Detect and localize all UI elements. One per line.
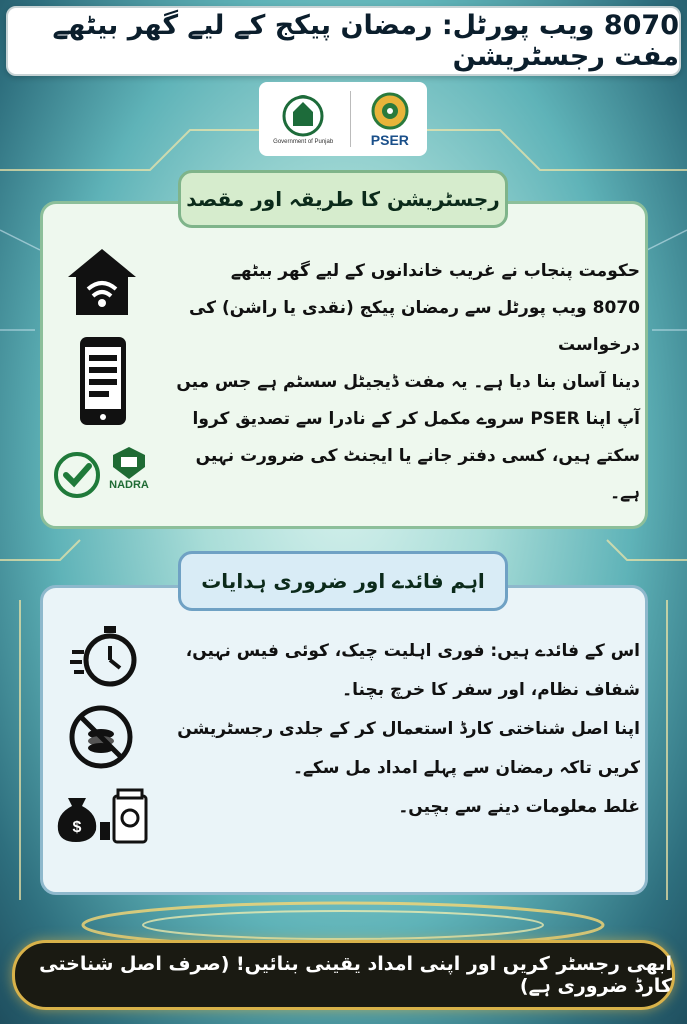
page-title: 8070 ویب پورٹل: رمضان پیکج کے لیے گھر بیٹھے مفت رجسٹریشن <box>52 10 679 72</box>
logo-divider <box>350 91 351 147</box>
logo-bar <box>259 82 427 156</box>
footer-text: ابھی رجسٹر کریں اور اپنی امداد یقینی بنائیں! (صرف اصل شناختی کارڈ ضروری ہے) <box>39 953 672 997</box>
page-header <box>6 6 681 76</box>
pser-label: PSER <box>370 131 409 148</box>
home-wifi-icon <box>64 245 140 319</box>
pser-emblem-icon <box>367 91 413 131</box>
section2-line: اس کے فائدے ہیں: فوری اہلیت چیک، کوئی فیس نہیں، <box>185 641 640 661</box>
section1-line: دینا آسان بنا دیا ہے۔ یہ مفت ڈیجیٹل سسٹم ہے جس میں <box>176 372 640 392</box>
nadra-emblem-icon <box>109 445 149 479</box>
no-fees-icon <box>68 704 134 770</box>
punjab-logo <box>273 94 333 145</box>
section1-title: رجسٹریشن کا طریقہ اور مقصد <box>178 170 508 228</box>
section1-line: حکومت پنجاب نے غریب خاندانوں کے لیے گھر بیٹھے <box>230 261 640 281</box>
section2-line: اپنا اصل شناختی کارڈ استعمال کر کے جلدی رجسٹریشن <box>177 719 640 739</box>
stopwatch-icon <box>70 622 140 692</box>
verified-check-icon <box>52 450 102 500</box>
section1-line: سکتے ہیں، کسی دفتر جانے یا ایجنٹ کی ضرورت نہیں ہے۔ <box>195 446 640 503</box>
section2-line: کریں تاکہ رمضان سے پہلے امداد مل سکے۔ <box>292 758 640 778</box>
mobile-phone-icon <box>78 335 128 427</box>
punjab-caption: Government of Punjab <box>273 138 334 145</box>
svg-text:$: $ <box>72 819 82 836</box>
section1-line: آپ اپنا PSER سروے مکمل کر کے نادرا سے تصدیق کروا <box>192 409 640 429</box>
footer-banner <box>12 940 675 1010</box>
section2-line: غلط معلومات دینے سے بچیں۔ <box>398 797 640 817</box>
punjab-emblem-icon <box>273 94 333 138</box>
nadra-label: NADRA <box>109 479 149 491</box>
section1-line: 8070 ویب پورٹل سے رمضان پیکج (نقدی یا راشن) کی درخواست <box>188 298 640 355</box>
pser-logo <box>367 91 413 148</box>
section2-title: اہم فائدے اور ضروری ہدایات <box>178 551 508 611</box>
nadra-logo <box>104 445 154 491</box>
section2-line: شفاف نظام، اور سفر کا خرچ بچنا۔ <box>342 680 640 700</box>
money-bag-grocery-icon <box>56 784 152 844</box>
section2-text <box>160 632 640 827</box>
section1-text <box>160 253 640 512</box>
